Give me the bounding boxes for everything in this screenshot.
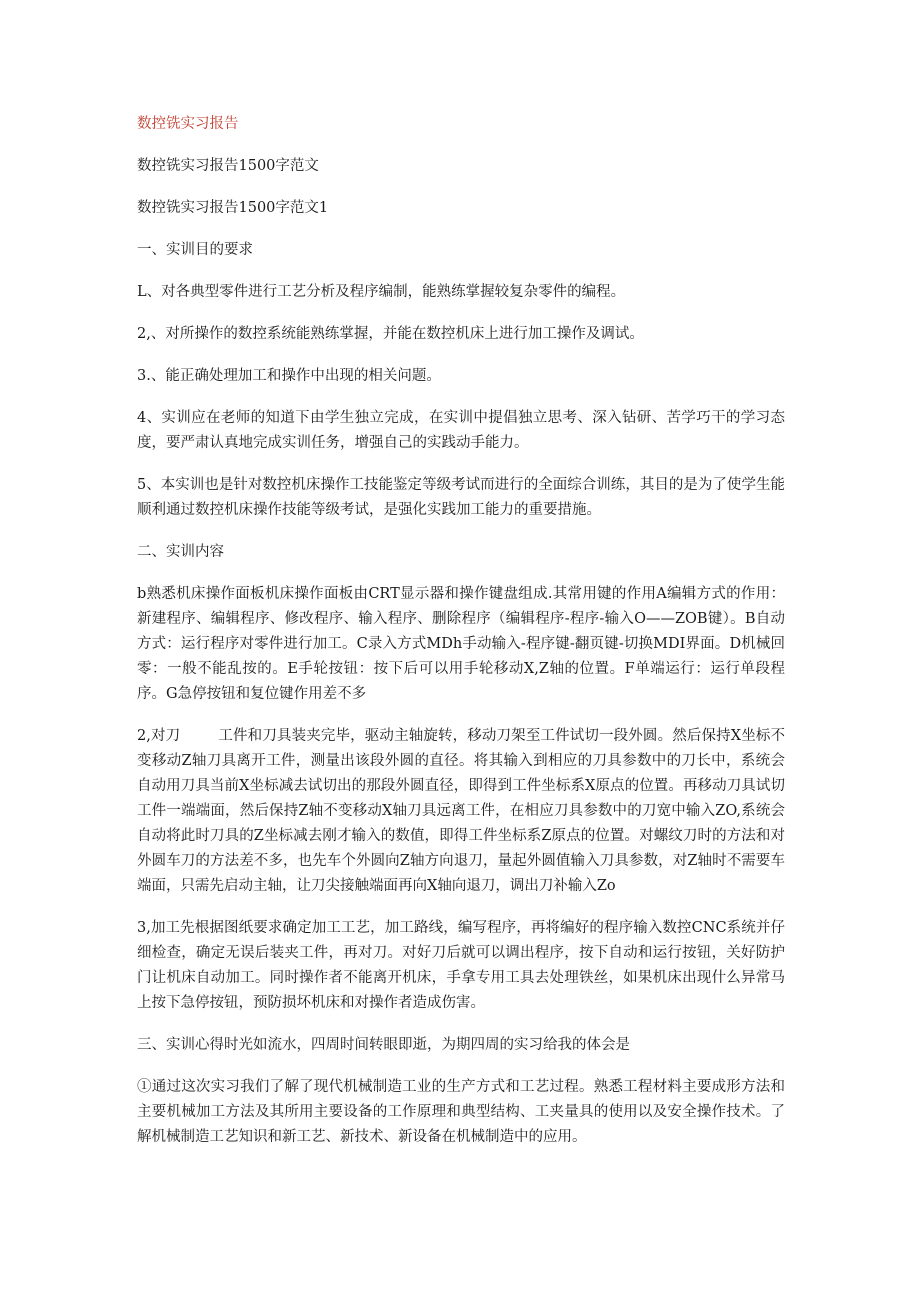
document-page	[137, 112, 785, 1167]
requirement-item-5: 5、本实训也是针对数控机床操作工技能鉴定等级考试而进行的全面综合训练，其目的是为了使学生能顺利通过数控机床操作技能等级考试，是强化实践加工能力的重要措施。	[137, 477, 785, 518]
section-heading-3: 三、实训心得时光如流水，四周时间转眼即逝，为期四周的实习给我的体会是	[137, 1037, 630, 1053]
content-paragraph-3: 3,加工先根据图纸要求确定加工工艺，加工路线，编写程序，再将编好的程序输入数控CNC系统并仔细检查，确定无误后装夹工件，再对刀。对好刀后就可以调出程序，按下自动和运行按钮，关好防护门让机床自动加工。同时操作者不能离开机床，手拿专用工具去处理铁丝，如果机床出现什么异常马上按下急停按钮，预防损坏机床和对操作者造成伤害。	[137, 920, 785, 1011]
content-paragraph-1: b熟悉机床操作面板机床操作面板由CRT显示器和操作键盘组成.其常用键的作用A编辑方式的作用：新建程序、编辑程序、修改程序、输入程序、删除程序（编辑程序-程序-输入O——ZOB键）。B自动方式：运行程序对零件进行加工。C录入方式MDh手动输入-程序键-翻页键-切换MDI界面。D机械回零：一般不能乱按的。E手轮按钮：按下后可以用手轮移动X,Z轴的位置。F单端运行：运行单段程序。G急停按钮和复位键作用差不多	[137, 586, 785, 702]
content-paragraph-2-body: 工件和刀具装夹完毕，驱动主轴旋转，移动刀架至工件试切一段外圆。然后保持X坐标不变移动Z轴刀具离开工件，测量出该段外圆的直径。将其输入到相应的刀具参数中的刀长中，系统会自动用刀具当前X坐标减去试切出的那段外圆直径，即得到工件坐标系X原点的位置。再移动刀具试切工件一端端面，然后保持Z轴不变移动X轴刀具远离工件，在相应刀具参数中的刀宽中输入ZO,系统会自动将此时刀具的Z坐标减去刚才输入的数值，即得工件坐标系Z原点的位置。对螺纹刀时的方法和对外圆车刀的方法差不多，也先车个外圆向Z轴方向退刀，量起外圆值输入刀具参数，对Z轴时不需要车端面，只需先启动主轴，让刀尖接触端面再向X轴向退刀，调出刀补输入Zo	[137, 728, 785, 894]
subtitle: 数控铣实习报告1500字范文	[137, 158, 319, 174]
requirement-item-2: 2,、对所操作的数控系统能熟练掌握，并能在数控机床上进行加工操作及调试。	[137, 326, 644, 342]
insight-paragraph-1: ①通过这次实习我们了解了现代机械制造工业的生产方式和工艺过程。熟悉工程材料主要成形方法和主要机械加工方法及其所用主要设备的工作原理和典型结构、工夹量具的使用以及安全操作技术。了解机械制造工艺知识和新工艺、新技术、新设备在机械制造中的应用。	[137, 1079, 785, 1145]
requirement-item-1: L、对各典型零件进行工艺分析及程序编制，能熟练掌握较复杂零件的编程。	[137, 284, 626, 300]
requirement-item-4: 4、实训应在老师的知道下由学生独立完成，在实训中提倡独立思考、深入钻研、苦学巧干的学习态度，要严肃认真地完成实训任务，增强自己的实践动手能力。	[137, 410, 785, 451]
requirement-item-3: 3.、能正确处理加工和操作中出现的相关问题。	[137, 368, 441, 384]
document-title: 数控铣实习报告	[137, 116, 239, 132]
content-paragraph-2-lead: 2,对刀	[137, 728, 181, 744]
content-paragraph-2	[137, 724, 785, 899]
section-heading-2: 二、实训内容	[137, 544, 224, 560]
section-heading-1: 一、实训目的要求	[137, 242, 253, 258]
subtitle-2: 数控铣实习报告1500字范文1	[137, 200, 329, 216]
